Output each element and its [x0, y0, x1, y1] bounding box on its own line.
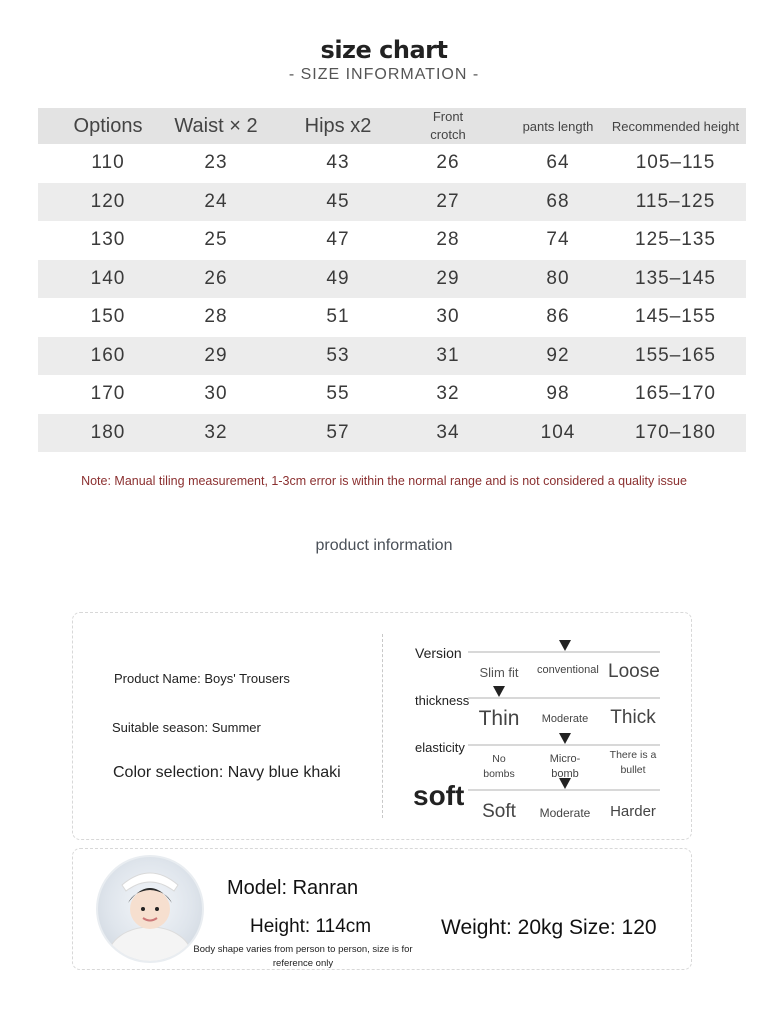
attr-scale-line: [468, 744, 660, 746]
table-row: [38, 260, 746, 299]
cell-hips: 57: [326, 421, 350, 443]
attr-label-0: Version: [415, 645, 462, 661]
cell-hips: 47: [326, 229, 350, 251]
card-divider: [382, 634, 383, 818]
attr-option: Thick: [610, 707, 656, 728]
page-title: size chart: [320, 36, 448, 64]
cell-front-crotch: 26: [436, 152, 460, 174]
cell-recommended-height: 105–115: [635, 152, 716, 174]
table-row: [38, 221, 746, 260]
color-selection: Color selection: Navy blue khaki: [113, 764, 341, 781]
size-disclaimer: Body shape varies from person to person, size is for reference only: [193, 944, 413, 969]
header-front-crotch: Front crotch: [430, 109, 466, 142]
table-header-row: [38, 108, 746, 144]
header-options: Options: [73, 114, 143, 137]
selected-indicator-icon: [559, 733, 571, 744]
cell-pants-length: 64: [546, 152, 570, 174]
attr-option: Soft: [482, 801, 516, 822]
cell-option: 130: [90, 229, 126, 251]
cell-pants-length: 74: [546, 229, 570, 251]
cell-hips: 45: [326, 190, 350, 212]
cell-waist: 29: [204, 344, 228, 366]
cell-option: 180: [90, 421, 126, 443]
cell-waist: 28: [204, 306, 228, 328]
suitable-season: Suitable season: Summer: [112, 720, 261, 735]
size-table: [38, 108, 746, 452]
page-subtitle: - SIZE INFORMATION -: [288, 66, 480, 83]
cell-recommended-height: 125–135: [635, 229, 716, 251]
header-hips: Hips x2: [304, 114, 372, 137]
attr-option: Moderate: [541, 713, 589, 725]
selected-indicator-icon: [493, 686, 505, 697]
cell-pants-length: 98: [546, 383, 570, 405]
cell-waist: 23: [204, 152, 228, 174]
cell-option: 140: [90, 267, 126, 289]
attr-option: No bombs: [483, 753, 515, 780]
cell-recommended-height: 165–170: [635, 383, 716, 405]
product-info-heading: product information: [315, 537, 453, 554]
cell-front-crotch: 27: [436, 190, 460, 212]
table-row: [38, 298, 746, 337]
cell-hips: 53: [326, 344, 350, 366]
attr-label-2: elasticity: [415, 740, 465, 755]
cell-waist: 26: [204, 267, 228, 289]
cell-hips: 49: [326, 267, 350, 289]
attr-option: Loose: [608, 661, 660, 682]
attr-option: There is a bullet: [609, 749, 657, 776]
model-name: Model: Ranran: [227, 877, 359, 899]
attr-option: Harder: [610, 803, 656, 820]
cell-option: 170: [90, 383, 126, 405]
selected-indicator-icon: [559, 640, 571, 651]
table-body: [38, 144, 746, 452]
cell-front-crotch: 32: [436, 383, 460, 405]
model-height: Height: 114cm: [250, 916, 372, 937]
cell-option: 110: [91, 152, 125, 174]
selected-indicator-icon: [559, 778, 571, 789]
cell-hips: 43: [326, 152, 350, 174]
cell-recommended-height: 145–155: [635, 306, 716, 328]
measurement-note: Note: Manual tiling measurement, 1-3cm error is within the normal range and is not considered a quality issue: [81, 474, 687, 488]
cell-front-crotch: 34: [436, 421, 460, 443]
cell-pants-length: 86: [546, 306, 570, 328]
cell-pants-length: 80: [546, 267, 570, 289]
cell-front-crotch: 29: [436, 267, 460, 289]
attr-scale-line: [468, 789, 660, 791]
cell-recommended-height: 155–165: [635, 344, 716, 366]
cell-option: 150: [90, 306, 126, 328]
cell-recommended-height: 170–180: [635, 421, 716, 443]
cell-waist: 25: [204, 229, 228, 251]
cell-pants-length: 92: [546, 344, 570, 366]
attr-option: Micro-bomb: [549, 753, 581, 780]
cell-pants-length: 68: [546, 190, 570, 212]
cell-waist: 32: [204, 421, 228, 443]
header-pants-length: pants length: [522, 118, 594, 134]
cell-front-crotch: 31: [436, 344, 460, 366]
product-name: Product Name: Boys' Trousers: [114, 671, 290, 686]
model-weight-size: Weight: 20kg Size: 120: [441, 916, 657, 939]
attr-scale-line: [468, 697, 660, 699]
cell-hips: 55: [326, 383, 350, 405]
cell-waist: 30: [204, 383, 228, 405]
attr-option: Slim fit: [479, 665, 519, 680]
header-waist: Waist × 2: [174, 114, 258, 137]
attr-option: Thin: [478, 707, 520, 730]
table-row: [38, 375, 746, 414]
table-row: [38, 144, 746, 183]
cell-pants-length: 104: [540, 421, 576, 443]
header-recommended-height: Recommended height: [611, 118, 740, 134]
cell-option: 160: [90, 344, 126, 366]
attr-scale-line: [468, 651, 660, 653]
cell-waist: 24: [204, 190, 228, 212]
attr-label-1: thickness: [415, 693, 470, 708]
cell-option: 120: [90, 190, 126, 212]
table-row: [38, 414, 746, 453]
attr-option: conventional: [537, 664, 599, 676]
attr-label-3: soft: [413, 780, 465, 811]
cell-front-crotch: 28: [436, 229, 460, 251]
attr-option: Moderate: [539, 806, 591, 820]
cell-hips: 51: [326, 306, 350, 328]
table-row: [38, 183, 746, 222]
cell-recommended-height: 135–145: [635, 267, 716, 289]
cell-front-crotch: 30: [436, 306, 460, 328]
cell-recommended-height: 115–125: [635, 190, 716, 212]
table-row: [38, 337, 746, 376]
